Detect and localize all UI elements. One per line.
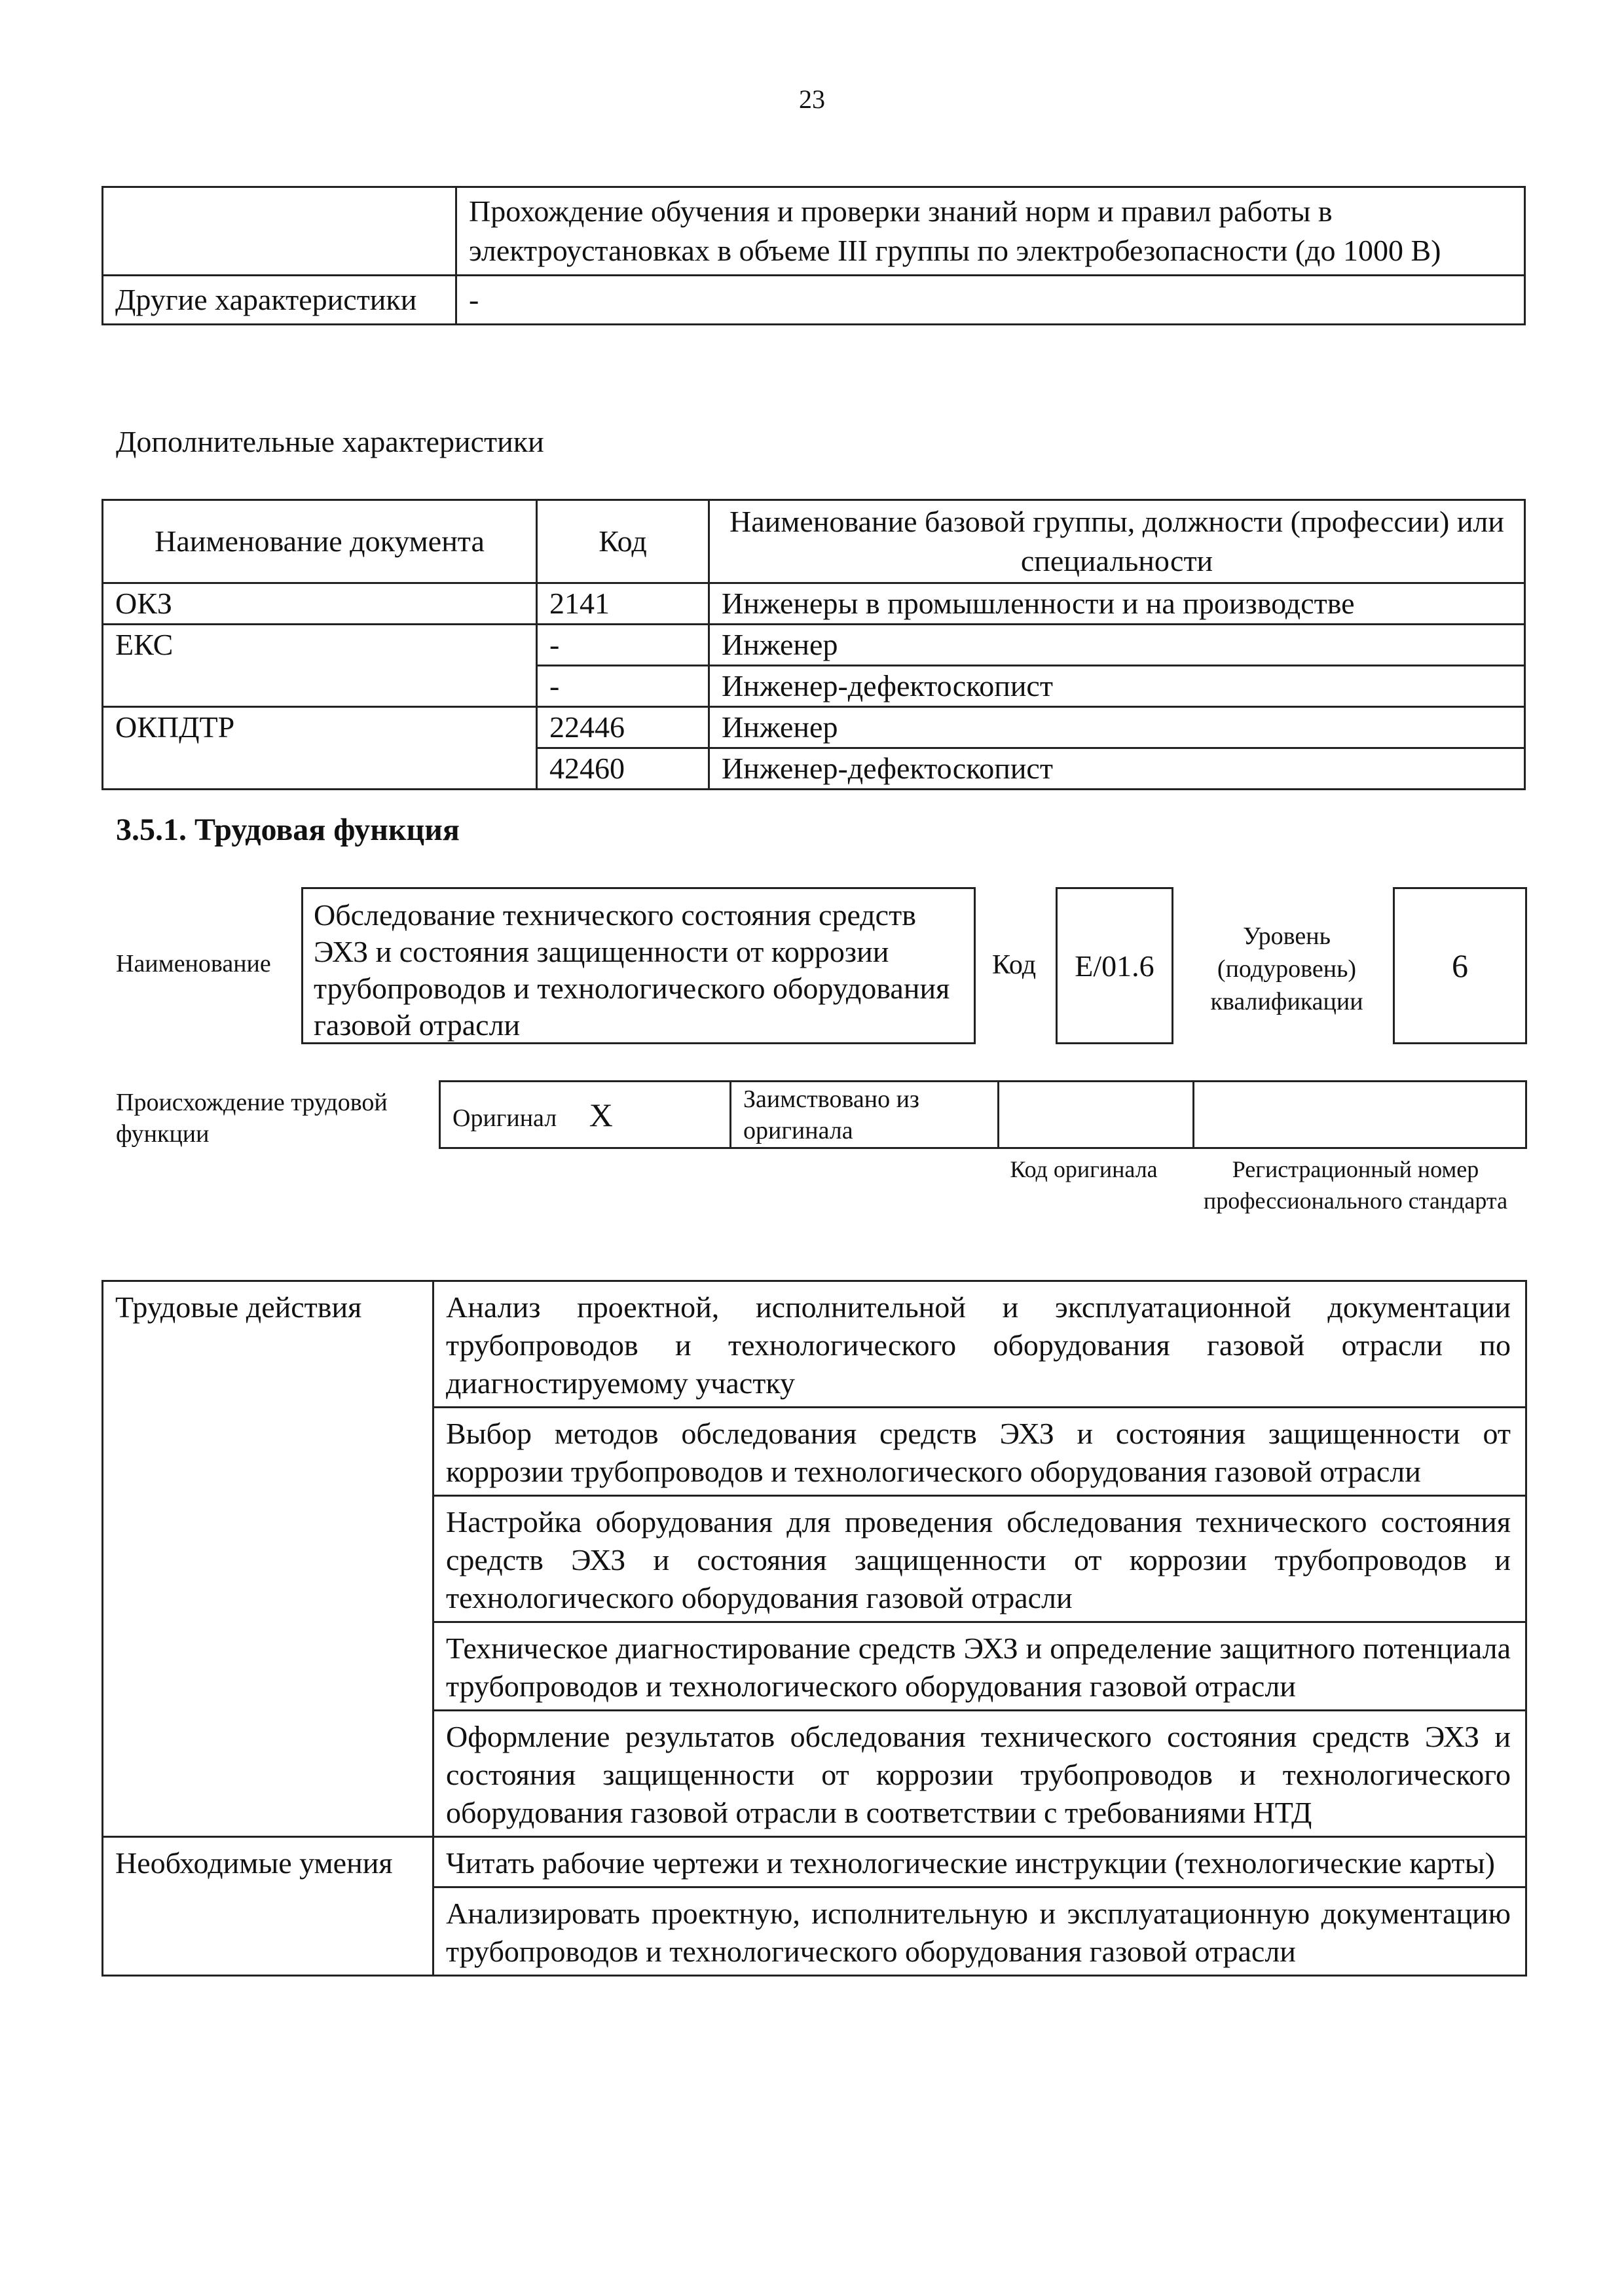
header-document: Наименование документа [103,500,537,583]
code-cell: - [537,625,709,666]
labor-action-item: Оформление результатов обследования технического состояния средств ЭХЗ и состояния защищенности от коррозии трубопроводов и технологического оборудования газовой отрасли в соответствии с требованиями НТД [434,1711,1526,1837]
doc-cell: ОКЗ [103,583,537,625]
original-code-caption: Код оригинала [1010,1156,1158,1182]
registration-number-cell [1194,1082,1526,1148]
required-skill-item: Анализировать проектную, исполнительную и эксплуатационную документацию трубопроводов и технологического оборудования газовой отрасли [434,1887,1526,1976]
table-header-row [103,500,1525,583]
original-label: Оригинал [452,1104,557,1132]
name-cell: Инженер-дефектоскопист [709,666,1525,707]
origin-table [439,1080,1527,1149]
qualification-level-label: Уровень (подуровень) квалификации [1210,922,1363,1015]
code-cell: 22446 [537,707,709,748]
original-cell [440,1082,731,1148]
name-cell: Инженер [709,625,1525,666]
header-code: Код [537,500,709,583]
labor-action-item: Настройка оборудования для проведения обследования технического состояния средств ЭХЗ и состояния защищенности от коррозии трубопроводов и технологического оборудования газовой отрасли [434,1496,1526,1622]
table-row [440,1082,1526,1148]
registration-number-caption: Регистрационный номер профессионального стандарта [1203,1156,1508,1214]
name-cell: Инженер-дефектоскопист [709,748,1525,790]
empty-cell [103,187,456,276]
doc-cell: ОКПДТР [103,707,537,790]
labor-actions-label: Трудовые действия [103,1281,434,1837]
qualification-level-value: 6 [1393,887,1527,1044]
table-row [103,1281,1526,1408]
original-code-cell [999,1082,1194,1148]
section-heading: 3.5.1. Трудовая функция [116,812,460,847]
required-skill-item: Читать рабочие чертежи и технологические инструкции (технологические карты) [434,1837,1526,1887]
borrowed-label: Заимствовано из оригинала [731,1082,999,1148]
additional-characteristics-table [101,499,1526,790]
original-check-mark: X [589,1096,613,1133]
other-characteristics-label: Другие характеристики [103,276,456,325]
name-cell: Инженер [709,707,1525,748]
code-cell: 42460 [537,748,709,790]
function-code-label: Код [992,950,1037,980]
top-table [101,186,1526,325]
table-row [103,187,1525,276]
table-row [103,1837,1526,1887]
training-requirement: Прохождение обучения и проверки знаний норм и правил работы в электроустановках в объеме III группы по электробезопасности (до 1000 В) [456,187,1525,276]
table-row [103,583,1525,625]
origin-label: Происхождение трудовой функции [116,1089,388,1148]
other-characteristics-value: - [456,276,1525,325]
labor-action-item: Анализ проектной, исполнительной и эксплуатационной документации трубопроводов и технологического оборудования газовой отрасли по диагностируемому участку [434,1281,1526,1408]
header-group-name: Наименование базовой группы, должности (профессии) или специальности [709,500,1525,583]
function-code-value: E/01.6 [1056,887,1173,1044]
doc-cell: ЕКС [103,625,537,707]
code-cell: - [537,666,709,707]
table-row [103,276,1525,325]
function-name-value: Обследование технического состояния средств ЭХЗ и состояния защищенности от коррозии трубопроводов и технологического оборудования газовой отрасли [301,887,976,1044]
labor-actions-table [101,1280,1527,1977]
additional-characteristics-title: Дополнительные характеристики [116,425,544,458]
page-number: 23 [799,84,825,114]
name-cell: Инженеры в промышленности и на производстве [709,583,1525,625]
table-row [103,707,1525,748]
table-row [103,625,1525,666]
labor-action-item: Выбор методов обследования средств ЭХЗ и состояния защищенности от коррозии трубопроводов и технологического оборудования газовой отрасли [434,1408,1526,1496]
function-name-label: Наименование [116,950,271,977]
required-skills-label: Необходимые умения [103,1837,434,1976]
code-cell: 2141 [537,583,709,625]
labor-action-item: Техническое диагностирование средств ЭХЗ и определение защитного потенциала трубопроводов и технологического оборудования газовой отрасли [434,1622,1526,1711]
